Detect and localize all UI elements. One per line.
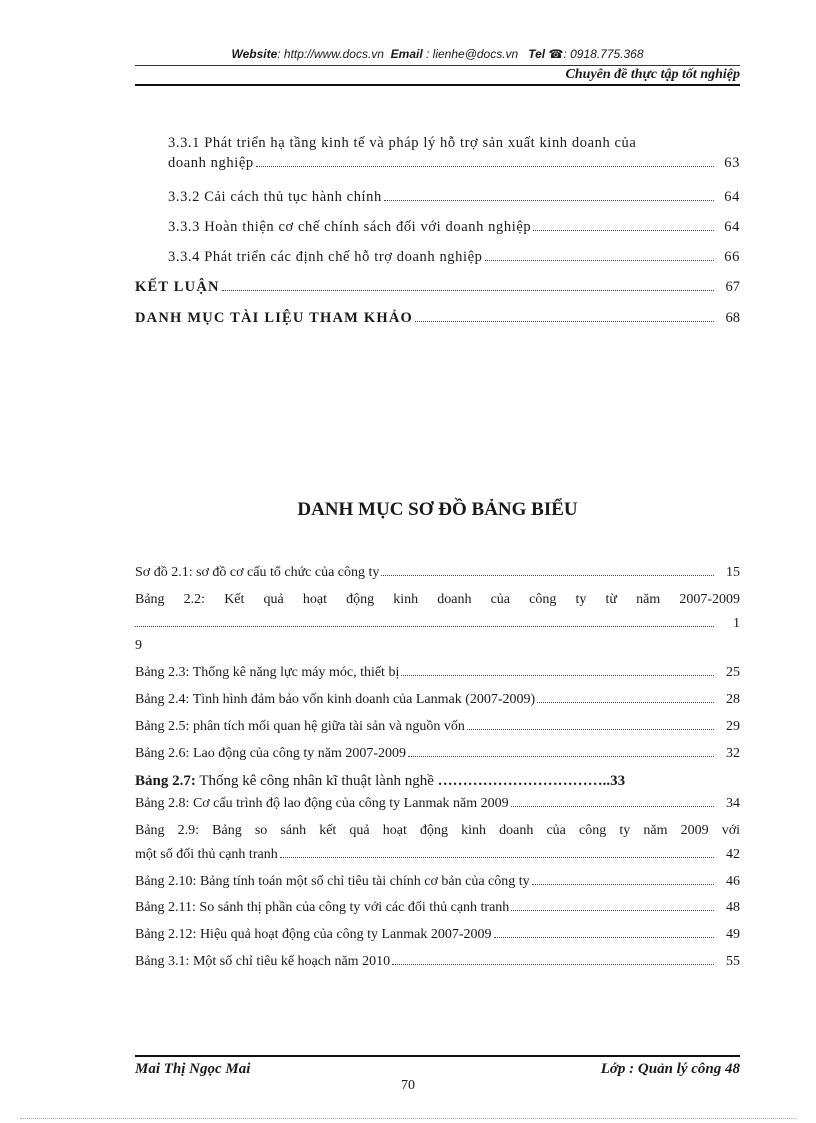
figure-text-cont: một số đối thủ cạnh tranh	[135, 847, 278, 862]
figure-entry	[135, 821, 740, 865]
header-contact	[135, 47, 740, 61]
website-value: : http://www.docs.vn	[277, 47, 384, 61]
figure-page: 42	[726, 847, 740, 862]
figure-text: Bảng 2.6: Lao động của công ty năm 2007-2009	[135, 746, 407, 761]
figure-page: 32	[726, 746, 740, 761]
toc-entry-3-3-4	[168, 247, 740, 267]
phone-icon: ☎	[548, 47, 564, 61]
dot-leader	[537, 702, 714, 703]
footer-rule	[135, 1055, 740, 1057]
toc-entry-text: DANH MỤC TÀI LIỆU THAM KHẢO	[135, 310, 413, 326]
toc-page: 63	[724, 155, 740, 171]
figure-entry	[135, 744, 740, 764]
figure-text: Bảng 2.12: Hiệu quả hoạt động của công ty Lanmak 2007-2009	[135, 927, 492, 942]
figure-label: Bảng 2.7:	[135, 773, 196, 789]
figure-entry	[135, 872, 740, 892]
dot-leader	[384, 200, 714, 201]
dot-leader	[392, 964, 714, 965]
figure-text: Bảng 3.1: Một số chỉ tiêu kế hoạch năm 2010	[135, 954, 391, 969]
dot-leader	[135, 626, 714, 627]
figure-entry	[135, 590, 740, 656]
dot-leader	[401, 675, 714, 676]
figure-text: Bảng 2.11: So sánh thị phần của công ty với các đối thủ cạnh tranh	[135, 900, 510, 915]
figure-entry	[135, 663, 740, 683]
figure-page: 29	[726, 719, 740, 734]
figure-entry	[135, 690, 740, 710]
toc-entry-text: 3.3.3 Hoàn thiện cơ chế chính sách đối với doanh nghiệp	[168, 219, 532, 235]
dot-leader	[381, 575, 714, 576]
figure-text: Bảng 2.10: Bảng tính toán một số chỉ tiêu tài chính cơ bản của công ty	[135, 874, 530, 889]
footer-author: Mai Thị Ngọc Mai	[135, 1061, 251, 1077]
dot-leader	[408, 756, 714, 757]
figure-text: Sơ đồ 2.1: sơ đồ cơ cấu tổ chức của công ty	[135, 565, 380, 580]
toc-entry-text: 3.3.4 Phát triển các định chế hỗ trợ doanh nghiệp	[168, 249, 483, 265]
header-rule-thick	[135, 84, 740, 86]
figure-page: 49	[726, 927, 740, 942]
dot-leader	[256, 166, 714, 167]
toc-page: 64	[724, 189, 740, 205]
figure-text: Bảng 2.5: phân tích mối quan hệ giữa tài sản và nguồn vốn	[135, 719, 465, 734]
figure-page: 46	[726, 874, 740, 889]
figure-page: 1	[733, 616, 740, 631]
dot-leader	[511, 910, 714, 911]
dot-leader	[533, 230, 714, 231]
dot-leader	[532, 884, 714, 885]
email-label: Email	[390, 47, 423, 61]
figure-entry	[135, 794, 740, 814]
toc-entry-text-cont: doanh nghiệp	[168, 155, 254, 171]
figure-text: Thống kê công nhân kĩ thuật lành nghề	[199, 773, 434, 789]
dot-leader	[222, 290, 714, 291]
header-rule-thin	[135, 65, 740, 66]
figure-page: 34	[726, 796, 740, 811]
figure-entry	[135, 771, 740, 791]
email-value: : lienhe@docs.vn	[426, 47, 519, 61]
website-label: Website	[231, 47, 278, 61]
header-subtitle: Chuyên đề thực tập tốt nghiệp	[565, 67, 740, 82]
dot-leader	[415, 321, 714, 322]
toc-page: 68	[725, 310, 740, 326]
tel-label: Tel	[528, 47, 546, 61]
dot-leader: ……………………………..	[437, 773, 611, 789]
figure-text: Bảng 2.2: Kết quả hoạt động kinh doanh của công ty từ năm 2007-2009	[135, 592, 740, 607]
section-title: DANH MỤC SƠ ĐỒ BẢNG BIỂU	[297, 499, 578, 520]
figure-text: Bảng 2.3: Thống kê năng lực máy móc, thiết bị	[135, 665, 400, 680]
toc-entry-text: 3.3.2 Cải cách thủ tục hành chính	[168, 189, 382, 205]
dot-leader	[280, 857, 714, 858]
figure-page-wrap: 9	[135, 638, 142, 653]
figure-page: 55	[726, 954, 740, 969]
dot-leader	[494, 937, 714, 938]
tel-value: : 0918.775.368	[563, 47, 644, 61]
figure-entry	[135, 563, 740, 583]
toc-page: 67	[725, 279, 740, 295]
figure-entry	[135, 717, 740, 737]
toc-entry-conclusion	[135, 277, 740, 297]
figure-page: 28	[726, 692, 740, 707]
figure-text: Bảng 2.4: Tình hình đảm bảo vốn kinh doanh của Lanmak (2007-2009)	[135, 692, 536, 707]
toc-entry-text: 3.3.1 Phát triển hạ tầng kinh tế và pháp lý hỗ trợ sản xuất kinh doanh của	[168, 135, 637, 151]
toc-entry-3-3-1	[168, 133, 740, 173]
figure-page: 15	[726, 565, 740, 580]
figure-page: 48	[726, 900, 740, 915]
figure-entry	[135, 952, 740, 972]
dot-leader	[467, 729, 714, 730]
page-number: 70	[401, 1078, 415, 1093]
toc-entry-text: KẾT LUẬN	[135, 279, 220, 295]
dot-leader	[511, 806, 714, 807]
toc-page: 64	[724, 219, 740, 235]
figure-text: Bảng 2.9: Bảng so sánh kết quả hoạt động kinh doanh của công ty năm 2009 với	[135, 823, 740, 838]
figure-text: Bảng 2.8: Cơ cấu trình độ lao động của công ty Lanmak năm 2009	[135, 796, 509, 811]
figure-entry	[135, 898, 740, 918]
toc-entry-references	[135, 308, 740, 328]
figure-entry	[135, 925, 740, 945]
figure-page: 33	[610, 773, 626, 789]
figure-page: 25	[726, 665, 740, 680]
toc-page: 66	[724, 249, 740, 265]
dot-leader	[485, 260, 714, 261]
toc-entry-3-3-2	[168, 187, 740, 207]
page-bottom-border	[20, 1118, 796, 1119]
footer-class: Lớp : Quản lý công 48	[600, 1061, 740, 1077]
toc-entry-3-3-3	[168, 217, 740, 237]
